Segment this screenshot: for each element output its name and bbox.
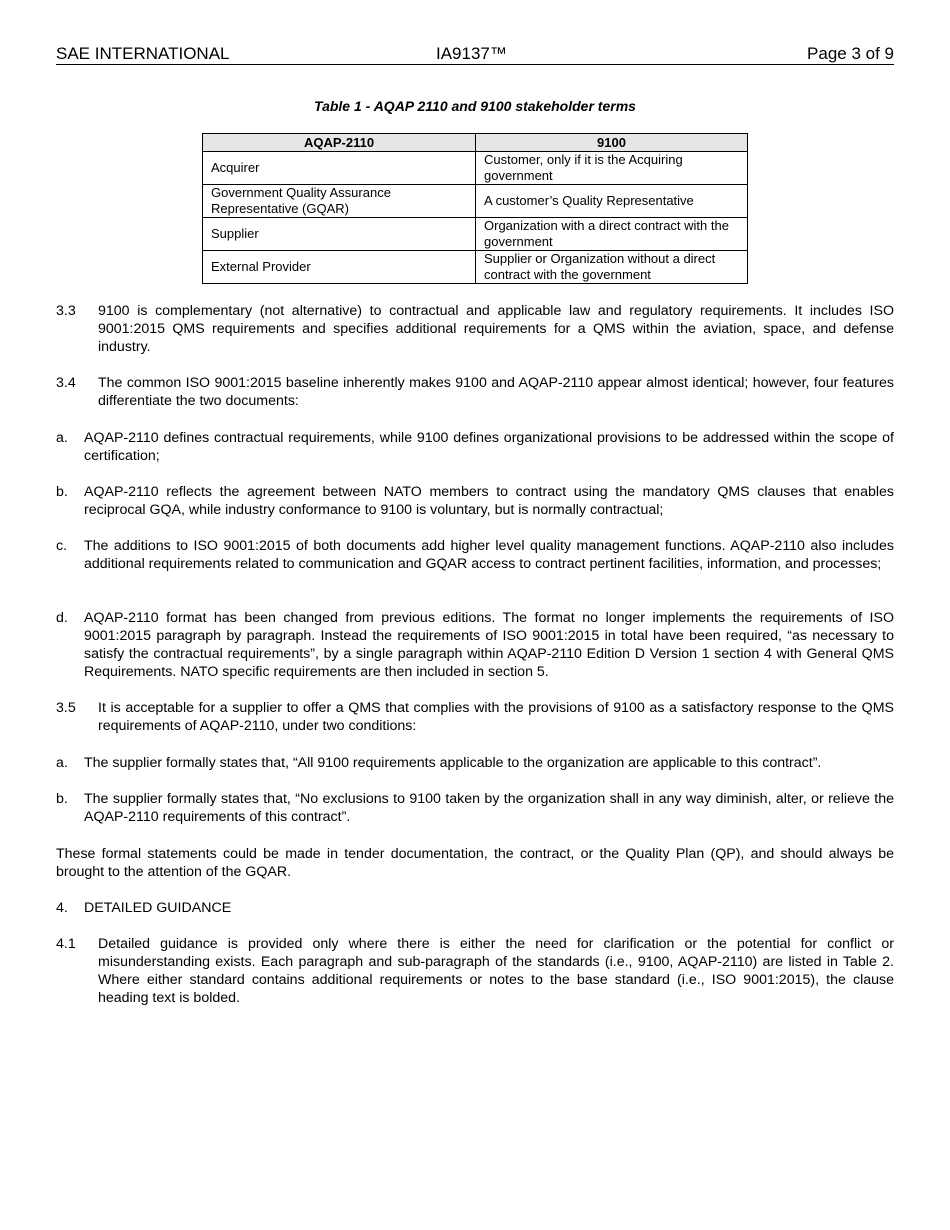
table-caption: Table 1 - AQAP 2110 and 9100 stakeholder terms [314, 98, 636, 114]
paragraph-text: Detailed guidance is provided only where there is either the need for clarification or the potential for conflict or misunderstanding exists. Each paragraph and sub-paragraph of the standards (i.e., 9100, AQAP-2110) are listed in Table 2. Where either standard contains additional requirements or notes to the base standard (i.e., ISO 9001:2015), the clause heading text is bolded. [98, 936, 894, 1006]
table-row [203, 152, 748, 185]
paragraph-text: It is acceptable for a supplier to offer a QMS that complies with the provisions of 9100 as a satisfactory response to the QMS requirements of AQAP-2110, under two conditions: [98, 700, 894, 734]
paragraph-3-3 [56, 302, 894, 356]
table-cell: Organization with a direct contract with the government [476, 218, 748, 251]
table-cell: Government Quality Assurance Representative (GQAR) [203, 185, 476, 218]
list-item-3-4-a [56, 429, 894, 465]
section-heading-4 [56, 899, 894, 917]
list-marker: b. [56, 791, 68, 807]
list-item-text: AQAP-2110 reflects the agreement between NATO members to contract using the mandatory QMS clauses that enables reciprocal GQA, while industry conformance to 9100 is voluntary, but is normally contractual; [84, 484, 894, 518]
paragraph-4-1 [56, 935, 894, 1007]
paragraph-3-4 [56, 374, 894, 410]
list-item-3-4-b [56, 483, 894, 519]
table-row [203, 185, 748, 218]
list-marker: d. [56, 610, 68, 626]
list-item-3-5-b [56, 790, 894, 826]
paragraph-number: 3.4 [56, 375, 76, 391]
list-item-text: The supplier formally states that, “All 9100 requirements applicable to the organization are applicable to this contract”. [84, 755, 822, 771]
paragraph-text: The common ISO 9001:2015 baseline inherently makes 9100 and AQAP-2110 appear almost identical; however, four features differentiate the two documents: [98, 375, 894, 409]
list-item-text: The additions to ISO 9001:2015 of both documents add higher level quality management functions. AQAP-2110 also includes additional requirements related to communication and GQAR access to contract pertinent facilities, information, and processes; [84, 538, 894, 572]
paragraph-number: 3.5 [56, 700, 76, 716]
page-header [56, 44, 894, 65]
paragraph-text: 9100 is complementary (not alternative) to contractual and applicable law and regulatory requirements. It includes ISO 9001:2015 QMS requirements and specifies additional requirements for a QMS within the aviation, space, and defense industry. [98, 303, 894, 355]
table-cell: Supplier [203, 218, 476, 251]
table-cell: Customer, only if it is the Acquiring government [476, 152, 748, 185]
stakeholder-terms-table [202, 133, 748, 284]
list-marker: c. [56, 538, 68, 554]
list-marker: a. [56, 430, 68, 446]
header-organization: SAE INTERNATIONAL [56, 44, 230, 63]
table-cell: Supplier or Organization without a direct contract with the government [476, 251, 748, 284]
table-cell: A customer’s Quality Representative [476, 185, 748, 218]
paragraph-number: 3.3 [56, 303, 76, 319]
section-number: 4. [56, 900, 68, 916]
paragraph-formal-statements [56, 845, 894, 881]
table-row [203, 218, 748, 251]
table-cell: External Provider [203, 251, 476, 284]
table-row [203, 251, 748, 284]
list-marker: a. [56, 755, 68, 771]
paragraph-number: 4.1 [56, 936, 76, 952]
header-document-id: IA9137™ [436, 44, 507, 63]
list-item-3-5-a [56, 754, 894, 772]
table-header-9100: 9100 [476, 134, 748, 152]
list-marker: b. [56, 484, 68, 500]
list-item-text: AQAP-2110 defines contractual requirements, while 9100 defines organizational provisions to be addressed within the scope of certification; [84, 430, 894, 464]
list-item-3-4-c [56, 537, 894, 573]
paragraph-text: These formal statements could be made in tender documentation, the contract, or the Quality Plan (QP), and should always be brought to the attention of the GQAR. [56, 846, 894, 880]
section-title: DETAILED GUIDANCE [84, 900, 232, 916]
table-header-row [203, 134, 748, 152]
list-item-text: AQAP-2110 format has been changed from previous editions. The format no longer implements the requirements of ISO 9001:2015 paragraph by paragraph. Instead the requirements of ISO 9001:2015 in total have been required, “as necessary to satisfy the contractual requirements”, by a single paragraph within AQAP-2110 Edition D Version 1 section 4 with General QMS Requirements. NATO specific requirements are then included in section 5. [84, 610, 894, 680]
list-item-text: The supplier formally states that, “No exclusions to 9100 taken by the organization shall in any way diminish, alter, or relieve the AQAP-2110 requirements of this contract”. [84, 791, 894, 825]
table-cell: Acquirer [203, 152, 476, 185]
list-item-3-4-d [56, 609, 894, 681]
header-page-number: Page 3 of 9 [807, 44, 894, 63]
table-header-aqap: AQAP-2110 [203, 134, 476, 152]
paragraph-3-5 [56, 699, 894, 735]
